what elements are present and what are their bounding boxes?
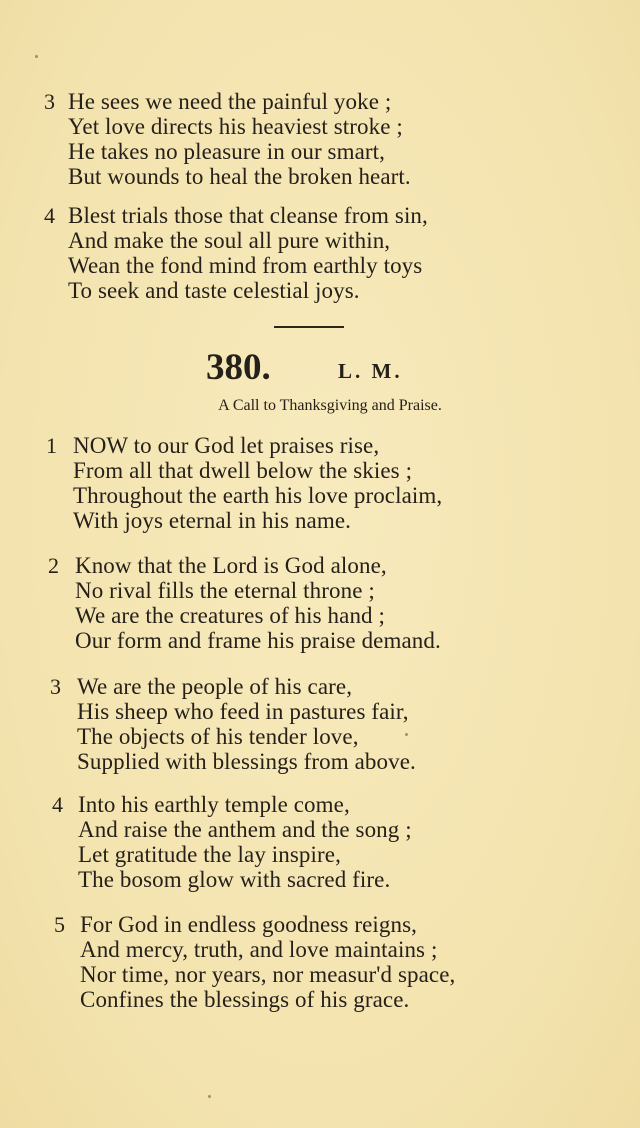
verse-line: We are the creatures of his hand ; [75, 603, 385, 628]
verse-line: Wean the fond mind from earthly toys [68, 253, 423, 278]
verse-line: And mercy, truth, and love maintains ; [80, 937, 438, 962]
verse-line: But wounds to heal the broken heart. [68, 164, 411, 189]
stanza-number: 1 [46, 433, 57, 458]
verse-line: Know that the Lord is God alone, [75, 553, 387, 578]
verse-line: To seek and taste celestial joys. [68, 278, 360, 303]
hymn-meter: L. M. [338, 359, 403, 383]
verse-line: And make the soul all pure within, [68, 228, 391, 253]
hymn-number: 380. [206, 347, 271, 388]
stanza-number: 4 [52, 792, 63, 817]
paper-speck [35, 55, 38, 58]
hymn-title: A Call to Thanksgiving and Praise. [218, 397, 442, 414]
verse-line: Blest trials those that cleanse from sin, [68, 203, 428, 228]
verse-line: Let gratitude the lay inspire, [78, 842, 341, 867]
verse-line: With joys eternal in his name. [73, 508, 352, 533]
verse-line: Confines the blessings of his grace. [80, 987, 410, 1012]
verse-line: We are the people of his care, [77, 674, 353, 699]
verse-line: He sees we need the painful yoke ; [68, 89, 392, 114]
stanza-number: 3 [44, 89, 55, 114]
stanza-number: 5 [54, 912, 65, 937]
verse-line: Our form and frame his praise demand. [75, 628, 441, 653]
paper-speck [405, 733, 408, 736]
stanza-number: 4 [44, 203, 55, 228]
paper-speck [208, 1095, 211, 1098]
verse-line: His sheep who feed in pastures fair, [77, 699, 409, 724]
verse-line: The objects of his tender love, [77, 724, 359, 749]
verse-line: He takes no pleasure in our smart, [68, 139, 385, 164]
verse-line: And raise the anthem and the song ; [78, 817, 412, 842]
verse-line: Supplied with blessings from above. [77, 749, 416, 774]
stanza-number: 2 [48, 553, 59, 578]
verse-line: Throughout the earth his love proclaim, [73, 483, 443, 508]
verse-line: For God in endless goodness reigns, [80, 912, 417, 937]
verse-line: The bosom glow with sacred fire. [78, 867, 391, 892]
verse-line: No rival fills the eternal throne ; [75, 578, 375, 603]
verse-line: Yet love directs his heaviest stroke ; [68, 114, 403, 139]
section-divider [274, 326, 344, 328]
verse-line: Nor time, nor years, nor measur'd space, [80, 962, 456, 987]
verse-line: Into his earthly temple come, [78, 792, 350, 817]
verse-line: NOW to our God let praises rise, [73, 433, 380, 458]
stanza-number: 3 [50, 674, 61, 699]
verse-line: From all that dwell below the skies ; [73, 458, 413, 483]
